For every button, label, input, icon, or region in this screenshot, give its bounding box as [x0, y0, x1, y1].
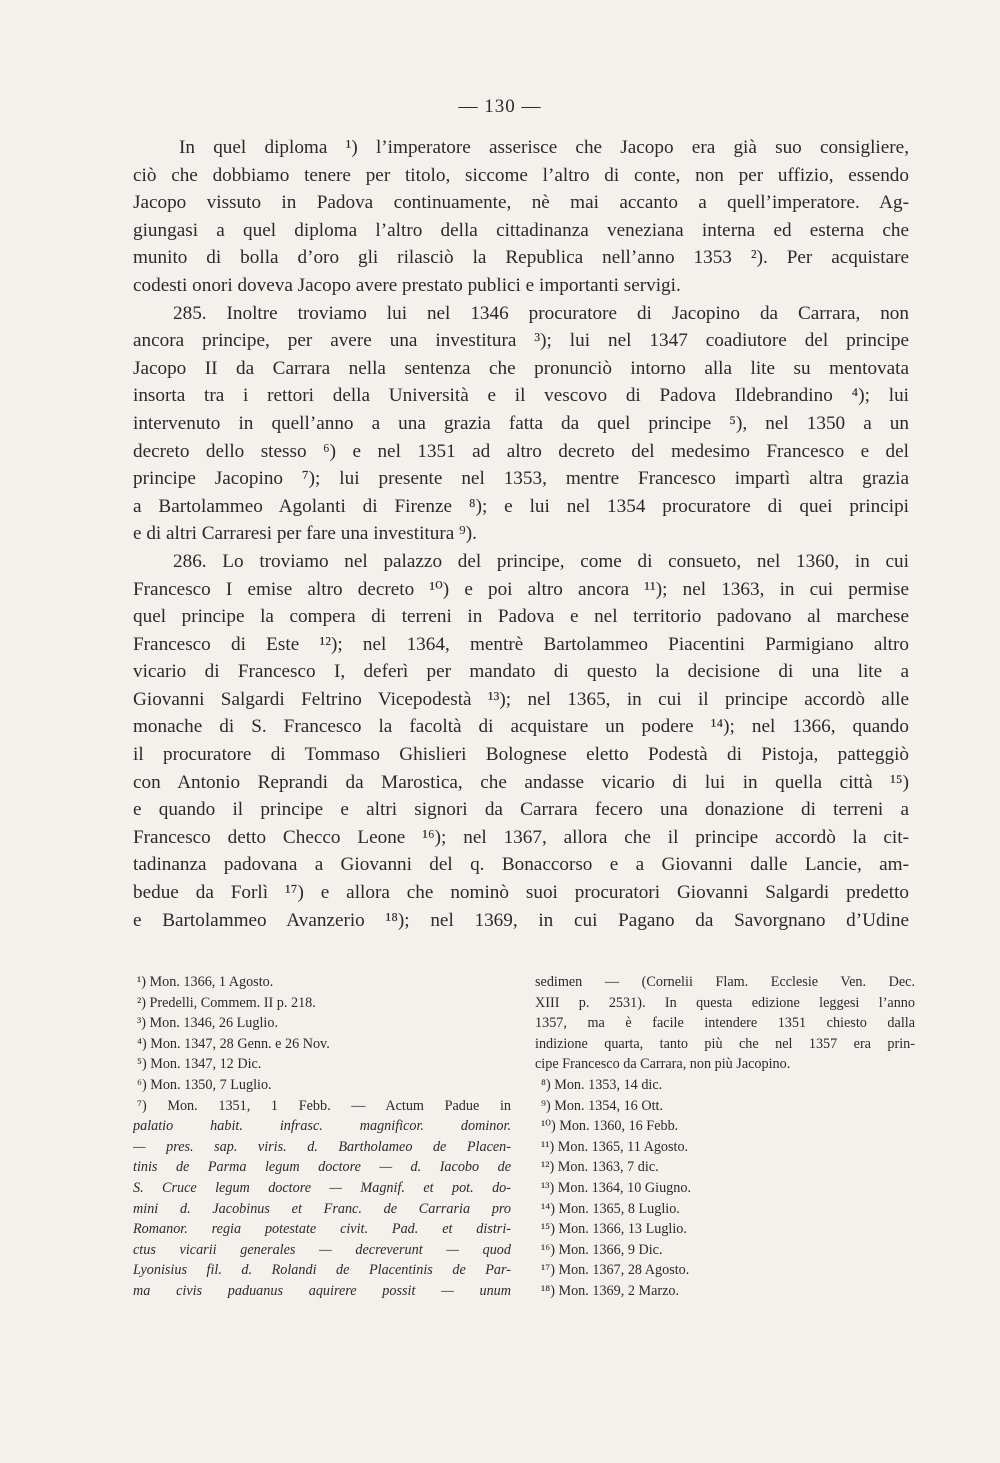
body-line: Francesco I emise altro decreto ¹⁰) e poi altro ancora ¹¹); nel 1363, in cui permise — [133, 578, 909, 600]
body-line: bedue da Forlì ¹⁷) e allora che nominò suoi procuratori Giovanni Salgardi predetto — [133, 882, 909, 904]
footnote-continuation: 1357, ma è facile intendere 1351 chiesto dalla — [535, 1015, 915, 1032]
body-line: 285. Inoltre troviamo lui nel 1346 procuratore di Jacopino da Carrara, non — [173, 302, 909, 324]
body-line: ancora principe, per avere una investitura ³); lui nel 1347 coadiutore del principe — [133, 330, 909, 352]
page-number: — 130 — — [458, 96, 542, 117]
body-line: il procuratore di Tommaso Ghislieri Bolognese eletto Podestà di Pistoja, patteggiò — [133, 744, 909, 766]
body-line: e di altri Carraresi per fare una investitura ⁹). — [133, 523, 477, 545]
footnote: ⁸) Mon. 1353, 14 dic. — [541, 1076, 663, 1093]
body-line: tadinanza padovana a Giovanni del q. Bonaccorso e a Giovanni dalle Lancie, am- — [133, 854, 909, 876]
footnote-continuation: — pres. sap. viris. d. Bartholameo de Placen- — [133, 1138, 511, 1155]
footnote: ¹⁴) Mon. 1365, 8 Luglio. — [541, 1200, 680, 1217]
body-line: 286. Lo troviamo nel palazzo del principe, come di consueto, nel 1360, in cui — [173, 550, 909, 572]
body-line: a Bartolammeo Agolanti di Firenze ⁸); e lui nel 1354 procuratore di quei principi — [133, 495, 909, 517]
body-line: e quando il principe e altri signori da Carrara fecero una donazione di terreni a — [133, 799, 909, 821]
footnote: ¹³) Mon. 1364, 10 Giugno. — [541, 1179, 691, 1196]
footnote: ³) Mon. 1346, 26 Luglio. — [137, 1015, 279, 1032]
body-line: insorta tra i rettori della Università e il vescovo di Padova Ildebrandino ⁴); lui — [133, 385, 909, 407]
footnote-continuation: tinis de Parma legum doctore — d. Iacobo de — [133, 1159, 511, 1176]
footnote: ¹⁶) Mon. 1366, 9 Dic. — [541, 1241, 663, 1258]
footnote-continuation: Lyonisius fil. d. Rolandi de Placentinis de Par- — [133, 1262, 511, 1279]
footnote-continuation: palatio habit. infrasc. magnificor. dominor. — [133, 1118, 511, 1135]
footnote: ¹⁵) Mon. 1366, 13 Luglio. — [541, 1221, 687, 1238]
footnotes-right-column — [535, 972, 915, 1302]
footnote-continuation: sedimen — (Cornelii Flam. Ecclesie Ven. Dec. — [535, 974, 915, 990]
body-line: decreto dello stesso ⁶) e nel 1351 ad altro decreto del medesimo Francesco e del — [133, 440, 909, 462]
footnote: ¹) Mon. 1366, 1 Agosto. — [137, 974, 274, 990]
footnote: ⁶) Mon. 1350, 7 Luglio. — [137, 1076, 272, 1093]
footnote-continuation: Romanor. regia potestate civit. Pad. et distri- — [133, 1221, 511, 1238]
body-line: vicario di Francesco I, deferì per mandato di questo la decisione di una lite a — [133, 661, 909, 683]
footnote-continuation: S. Cruce legum doctore — Magnif. et pot. do- — [133, 1179, 511, 1196]
footnotes-left-column — [133, 972, 511, 1302]
body-text — [133, 134, 909, 934]
footnote: ⁹) Mon. 1354, 16 Ott. — [541, 1097, 663, 1114]
footnote: ¹⁷) Mon. 1367, 28 Agosto. — [541, 1262, 690, 1279]
body-line: Jacopo II da Carrara nella sentenza che pronunciò intorno alla lite su mentovata — [133, 357, 909, 379]
footnote: ¹⁸) Mon. 1369, 2 Marzo. — [541, 1282, 680, 1299]
body-line: In quel diploma ¹) l’imperatore asserisce che Jacopo era già suo consigliere, — [179, 137, 909, 158]
body-line: e Bartolammeo Avanzerio ¹⁸); nel 1369, in cui Pagano da Savorgnano d’Udine — [133, 909, 909, 931]
body-line: intervenuto in quell’anno a una grazia fatta da quel principe ⁵), nel 1350 a un — [133, 412, 909, 434]
footnote-continuation: ma civis paduanus aquirere possit — unum — [133, 1282, 511, 1299]
body-line: Francesco di Este ¹²); nel 1364, mentrè Bartolammeo Piacentini Parmigiano altro — [133, 633, 909, 655]
body-line: quel principe la compera di terreni in Padova e nel territorio padovano al marchese — [133, 606, 909, 628]
footnote-continuation: cipe Francesco da Carrara, non più Jacopino. — [535, 1056, 791, 1073]
body-line: munito di bolla d’oro gli rilasciò la Republica nell’anno 1353 ²). Per acquistare — [133, 247, 909, 269]
footnote: ⁴) Mon. 1347, 28 Genn. e 26 Nov. — [137, 1035, 330, 1052]
body-line: giungasi a quel diploma l’altro della cittadinanza veneziana interna ed esterna che — [133, 219, 909, 241]
body-line: Jacopo vissuto in Padova continuamente, nè mai accanto a quell’imperatore. Ag- — [133, 192, 909, 214]
body-line: con Antonio Reprandi da Marostica, che andasse vicario di lui in quella città ¹⁵) — [133, 771, 909, 793]
footnote: ²) Predelli, Commem. II p. 218. — [137, 994, 316, 1011]
footnote: ¹²) Mon. 1363, 7 dic. — [541, 1159, 659, 1176]
footnote: ⁷) Mon. 1351, 1 Febb. — Actum Padue in — [137, 1097, 511, 1114]
body-line: codesti onori doveva Jacopo avere prestato publici e importanti servigi. — [133, 274, 681, 296]
body-line: Francesco detto Checco Leone ¹⁶); nel 1367, allora che il principe accordò la cit- — [133, 826, 909, 848]
footnote-continuation: XIII p. 2531). In questa edizione leggesi l’anno — [535, 994, 915, 1011]
body-line: monache di S. Francesco la facoltà di acquistare un podere ¹⁴); nel 1366, quando — [133, 716, 909, 738]
footnote-continuation: indizione quarta, tanto più che nel 1357 era prin- — [535, 1035, 915, 1052]
body-line: Giovanni Salgardi Feltrino Vicepodestà ¹³); nel 1365, in cui il principe accordò alle — [133, 688, 909, 710]
footnote: ⁵) Mon. 1347, 12 Dic. — [137, 1056, 262, 1073]
footnote: ¹¹) Mon. 1365, 11 Agosto. — [541, 1138, 689, 1155]
footnote-continuation: ctus vicarii generales — decreverunt — quod — [133, 1241, 511, 1258]
body-line: principe Jacopino ⁷); lui presente nel 1353, mentre Francesco impartì altra grazia — [133, 468, 909, 490]
footnote: ¹⁰) Mon. 1360, 16 Febb. — [541, 1118, 679, 1135]
body-line: ciò che dobbiamo tenere per titolo, siccome l’altro di conte, non per uffizio, essendo — [133, 164, 909, 186]
footnote-continuation: mini d. Jacobinus et Franc. de Carraria pro — [133, 1200, 511, 1217]
